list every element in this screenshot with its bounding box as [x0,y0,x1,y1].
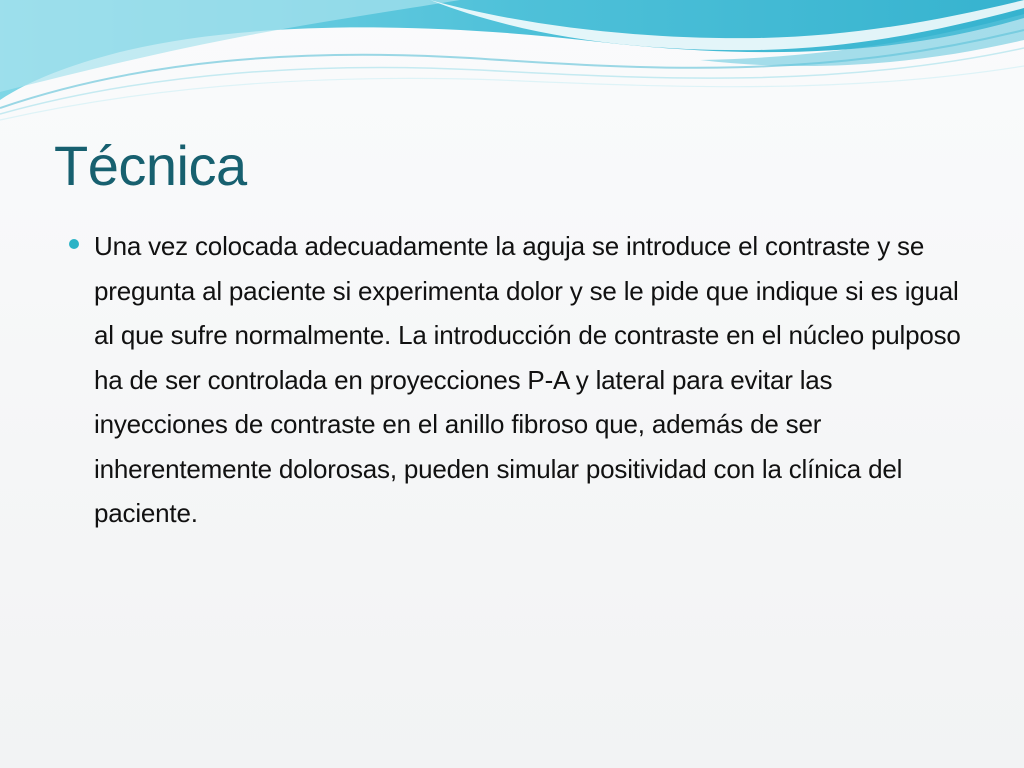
slide-content [62,224,967,536]
bullet-text: Una vez colocada adecuadamente la aguja se introduce el contraste y se pregunta al paciente si experimenta dolor y se le pide que indique si es igual al que sufre normalmente. La introducción de contraste en el núcleo pulposo ha de ser controlada en proyecciones P-A y lateral para evitar las inyecciones de contraste en el anillo fibroso que, además de ser inherentemente dolorosas, pueden simular positividad con la clínica del paciente. [94,231,961,528]
bullet-dot-icon [69,239,79,249]
bullet-item [62,224,967,536]
slide-title: Técnica [54,134,247,197]
header-wave-decoration [0,0,1024,130]
